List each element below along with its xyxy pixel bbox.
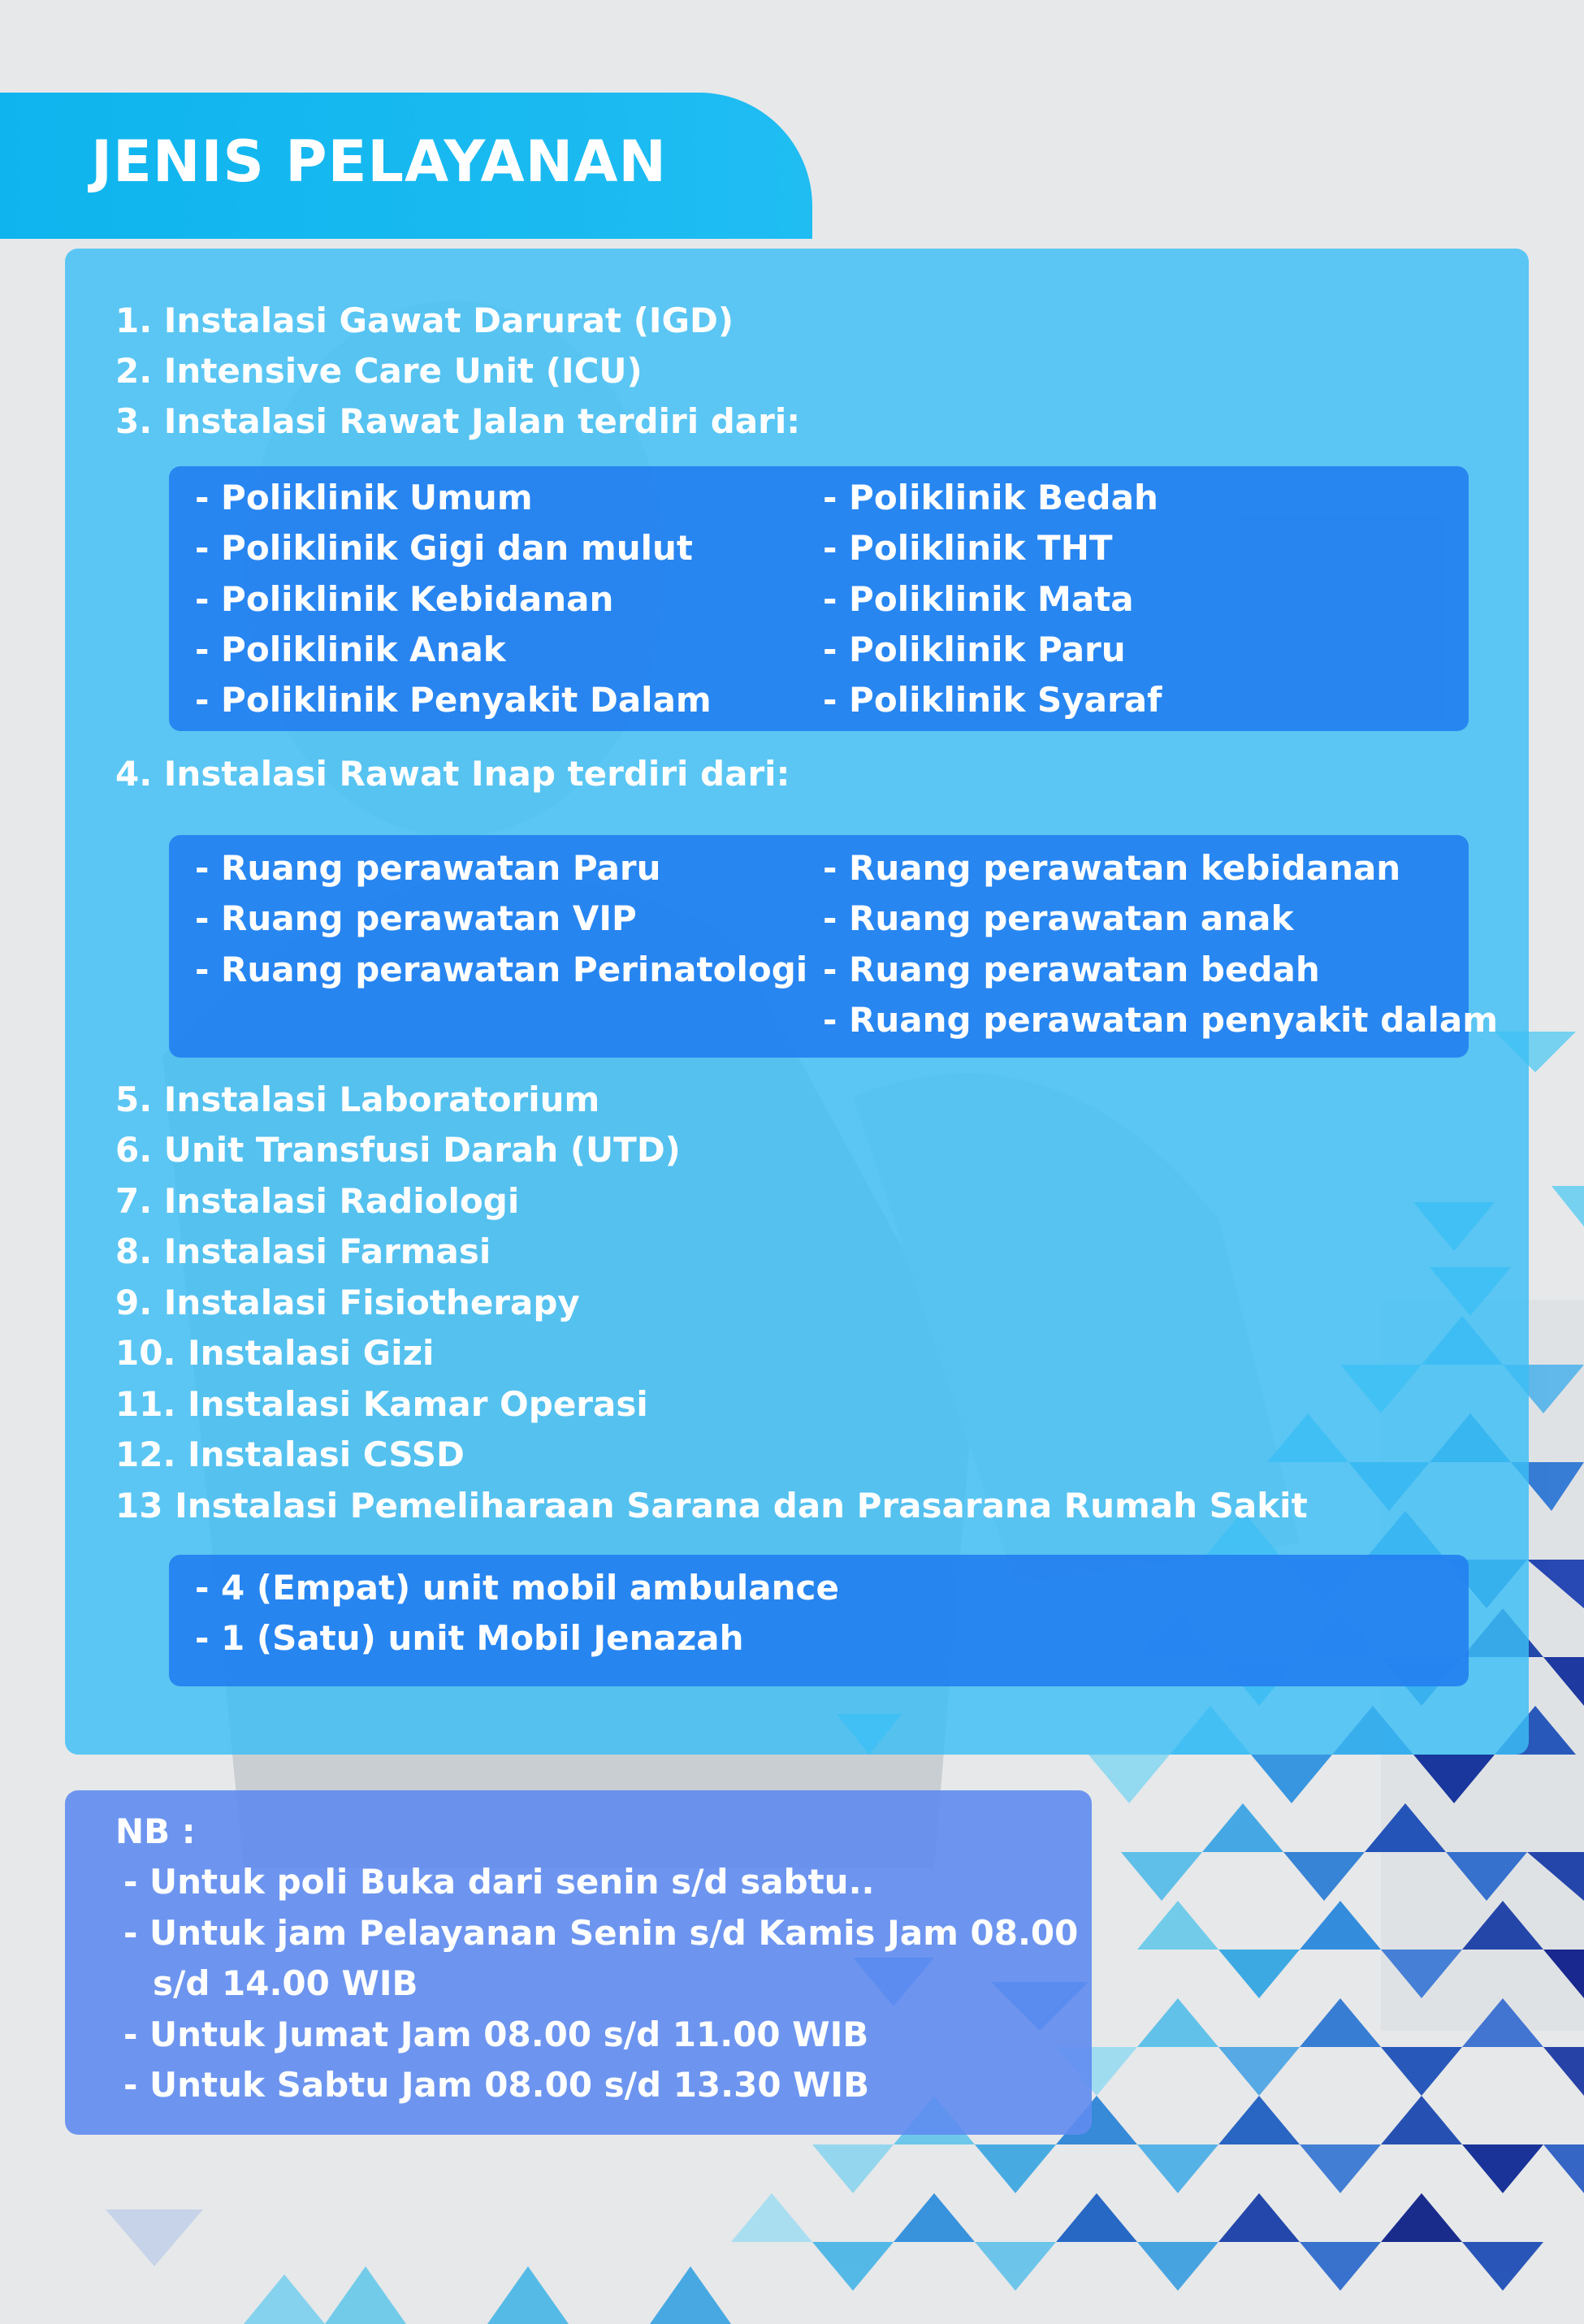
list-item: - Poliklinik Syaraf [823,680,1162,720]
services-panel [65,249,1529,1755]
list-item: - 1 (Satu) unit Mobil Jenazah [195,1618,744,1658]
vehicles-box [169,1555,1469,1686]
note-line: - Untuk poli Buka dari senin s/d sabtu.. [123,1862,875,1902]
list-item: - Ruang perawatan Paru [195,848,661,888]
notes-panel [65,1790,1092,2135]
service-item: 1. Instalasi Gawat Darurat (IGD) [115,301,734,340]
service-item: 11. Instalasi Kamar Operasi [115,1384,648,1424]
list-item: - Poliklinik Mata [823,579,1134,619]
list-item: - Poliklinik Anak [195,630,506,669]
header-banner [0,93,812,239]
list-item: - Poliklinik THT [823,528,1113,568]
service-item: 8. Instalasi Farmasi [115,1231,491,1271]
list-item: - Poliklinik Kebidanan [195,579,614,619]
note-line: - Untuk Sabtu Jam 08.00 s/d 13.30 WIB [123,2065,870,2105]
list-item: - 4 (Empat) unit mobil ambulance [195,1568,839,1608]
page-title: JENIS PELAYANAN [91,128,667,195]
note-line: - Untuk Jumat Jam 08.00 s/d 11.00 WIB [123,2015,869,2054]
service-item: 12. Instalasi CSSD [115,1435,465,1474]
list-item: - Ruang perawatan Perinatologi [195,950,808,989]
list-item: - Poliklinik Bedah [823,478,1158,517]
service-item: 2. Intensive Care Unit (ICU) [115,351,643,391]
list-item: - Poliklinik Paru [823,630,1126,669]
service-item: 4. Instalasi Rawat Inap terdiri dari: [115,754,790,794]
service-item: 6. Unit Transfusi Darah (UTD) [115,1130,681,1170]
note-line: - Untuk jam Pelayanan Senin s/d Kamis Jam 08.00 [123,1913,1079,1953]
service-item: 9. Instalasi Fisiotherapy [115,1283,580,1322]
list-item: - Ruang perawatan bedah [823,950,1320,989]
list-item: - Ruang perawatan anak [823,898,1294,938]
rawat-inap-box [169,835,1499,1058]
service-item: 3. Instalasi Rawat Jalan terdiri dari: [115,401,801,441]
service-item: 13 Instalasi Pemeliharaan Sarana dan Prasarana Rumah Sakit [115,1486,1308,1526]
list-item: - Ruang perawatan penyakit dalam [823,1000,1499,1040]
service-item: 10. Instalasi Gizi [115,1333,435,1373]
list-item: - Ruang perawatan kebidanan [823,848,1401,888]
list-item: - Poliklinik Umum [195,478,533,517]
service-item: 7. Instalasi Radiologi [115,1181,520,1221]
service-item: 5. Instalasi Laboratorium [115,1080,600,1119]
notes-title: NB : [115,1811,196,1851]
list-item: - Poliklinik Gigi dan mulut [195,528,693,568]
rawat-jalan-box [169,466,1469,731]
note-line: s/d 14.00 WIB [153,1963,418,2003]
list-item: - Ruang perawatan VIP [195,898,637,938]
list-item: - Poliklinik Penyakit Dalam [195,680,712,720]
